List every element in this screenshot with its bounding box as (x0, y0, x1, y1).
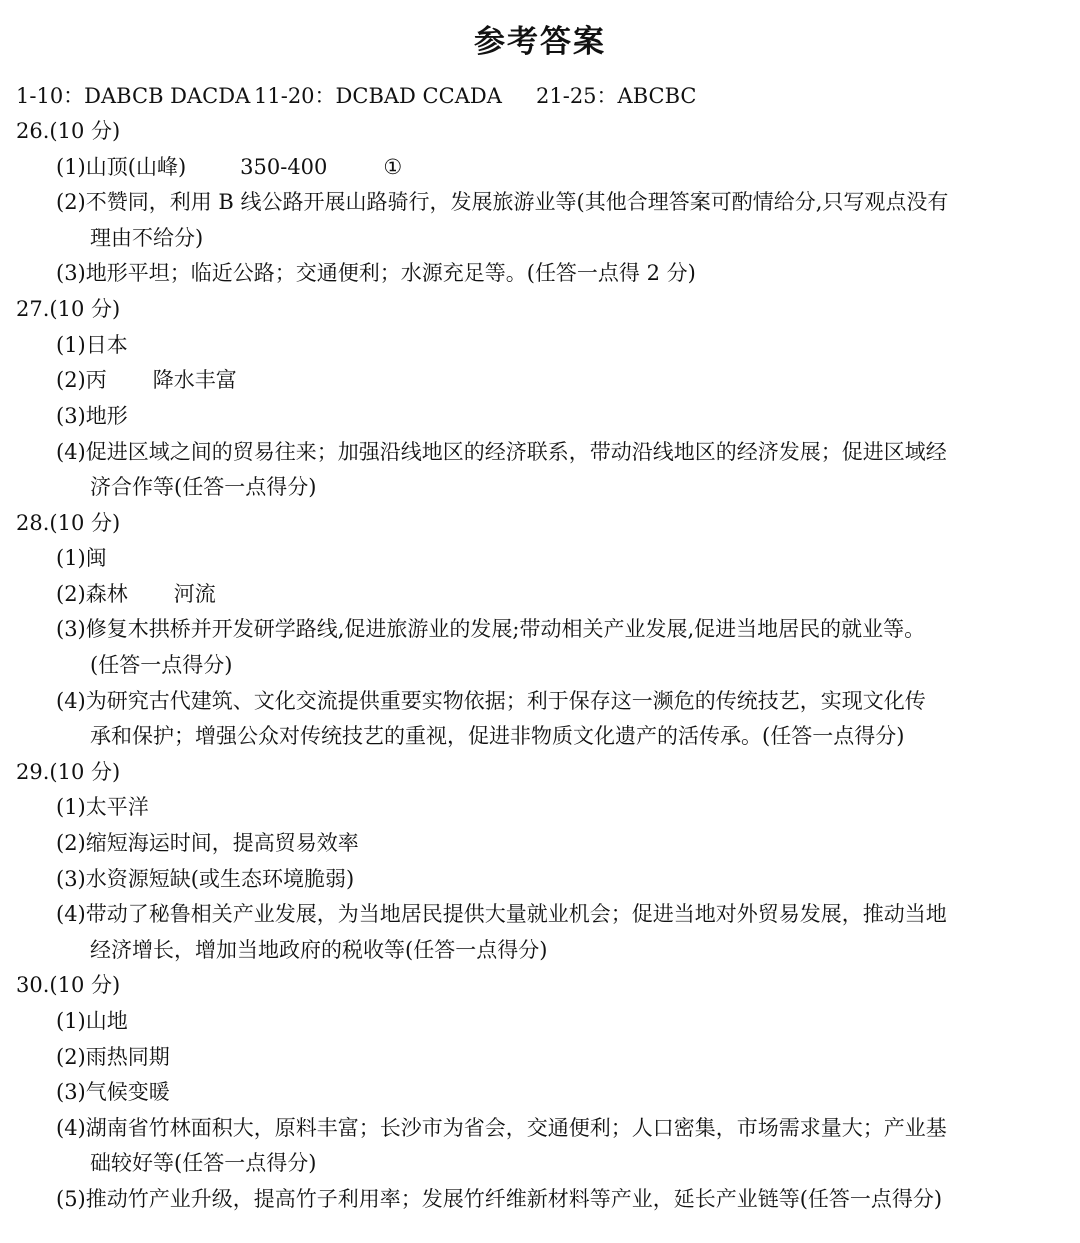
q28-answer-1: (1)闽 (56, 546, 107, 570)
q26-answer-1-part-c: ① (383, 155, 403, 179)
q27-answer-4-line-1: (4)促进区域之间的贸易往来；加强沿线地区的经济联系，带动沿线地区的经济发展；促进区域经 (56, 440, 947, 464)
q30-answer-4-line-2: 础较好等(任答一点得分) (90, 1151, 317, 1175)
q27-answer-1: (1)日本 (56, 333, 128, 357)
q26-heading: 26.(10 分) (16, 119, 121, 143)
page-title: 参考答案 (474, 24, 606, 60)
q27-answer-4-line-2: 济合作等(任答一点得分) (90, 475, 317, 499)
mc-answers-11-20: 11-20：DCBAD CCADA (254, 84, 502, 108)
q27-answer-2-part-b: 降水丰富 (152, 368, 237, 392)
q29-answer-4-line-2: 经济增长，增加当地政府的税收等(任答一点得分) (90, 938, 548, 962)
q27-answer-2-part-a: (2)丙 (56, 368, 107, 392)
q30-answer-3: (3)气候变暖 (56, 1080, 170, 1104)
q29-answer-1: (1)太平洋 (56, 795, 149, 819)
q27-answer-3: (3)地形 (56, 404, 128, 428)
q28-answer-4-line-2: 承和保护；增强公众对传统技艺的重视，促进非物质文化遗产的活传承。(任答一点得分) (90, 724, 905, 748)
q28-answer-2 (56, 577, 1068, 613)
mc-answers-21-25: 21-25：ABCBC (536, 84, 697, 108)
q28-answer-4-line-1: (4)为研究古代建筑、文化交流提供重要实物依据；利于保存这一濒危的传统技艺，实现文化传 (56, 689, 926, 713)
q30-answer-5: (5)推动竹产业升级，提高竹子利用率；发展竹纤维新材料等产业，延长产业链等(任答一点得分) (56, 1187, 943, 1211)
q30-answer-1: (1)山地 (56, 1009, 128, 1033)
q28-answer-2-part-a: (2)森林 (56, 582, 128, 606)
q29-answer-4-line-1: (4)带动了秘鲁相关产业发展，为当地居民提供大量就业机会；促进当地对外贸易发展，推动当地 (56, 902, 947, 926)
q26-answer-2-line-2: 理由不给分) (90, 226, 204, 250)
q26-answer-1 (56, 150, 1068, 186)
multiple-choice-answers (16, 79, 1068, 115)
mc-answers-1-10: 1-10：DABCB DACDA (16, 84, 251, 108)
q30-answer-2: (2)雨热同期 (56, 1045, 170, 1069)
q26-answer-3: (3)地形平坦；临近公路；交通便利；水源充足等。(任答一点得 2 分) (56, 261, 696, 285)
q29-heading: 29.(10 分) (16, 760, 121, 784)
q27-answer-2 (56, 363, 1068, 399)
q30-heading: 30.(10 分) (16, 973, 121, 997)
q27-heading: 27.(10 分) (16, 297, 121, 321)
q28-answer-3-line-1: (3)修复木拱桥并开发研学路线,促进旅游业的发展;带动相关产业发展,促进当地居民的就业等。 (56, 617, 926, 641)
q29-answer-3: (3)水资源短缺(或生态环境脆弱) (56, 867, 355, 891)
q28-answer-3-line-2: (任答一点得分) (90, 653, 233, 677)
q30-answer-4-line-1: (4)湖南省竹林面积大，原料丰富；长沙市为省会，交通便利；人口密集，市场需求量大；产业基 (56, 1116, 947, 1140)
q26-answer-2-line-1: (2)不赞同，利用 B 线公路开展山路骑行，发展旅游业等(其他合理答案可酌情给分,只写观点没有 (56, 190, 949, 214)
q26-answer-1-part-a: (1)山顶(山峰) (56, 155, 187, 179)
q26-answer-1-part-b: 350-400 (240, 155, 328, 179)
q28-heading: 28.(10 分) (16, 511, 121, 535)
q28-answer-2-part-b: 河流 (173, 582, 216, 606)
q29-answer-2: (2)缩短海运时间，提高贸易效率 (56, 831, 359, 855)
